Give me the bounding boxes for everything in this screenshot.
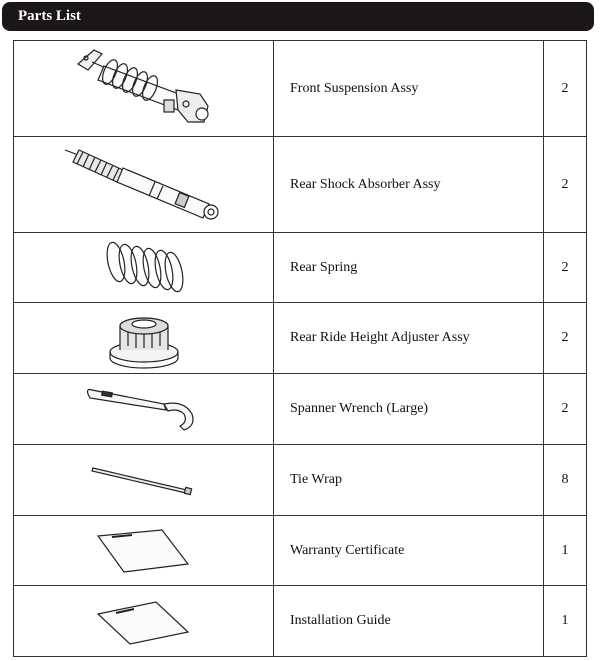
part-qty: 2 [544, 137, 587, 233]
parts-table [13, 40, 587, 657]
table-row [14, 374, 587, 445]
table-row [14, 445, 587, 516]
part-image-cell [14, 516, 274, 586]
part-qty: 1 [544, 516, 587, 586]
part-name: Spanner Wrench (Large) [274, 374, 544, 445]
part-qty: 1 [544, 586, 587, 657]
warranty-certificate-icon [94, 526, 194, 576]
part-name: Rear Ride Height Adjuster Assy [274, 303, 544, 374]
installation-guide-icon [94, 596, 194, 646]
part-image-cell [14, 374, 274, 445]
part-image-cell [14, 41, 274, 137]
rear-shock-absorber-icon [59, 140, 229, 230]
table-row [14, 303, 587, 374]
front-suspension-assy-icon [64, 44, 224, 134]
part-qty: 2 [544, 374, 587, 445]
part-image-cell [14, 303, 274, 374]
parts-list-header [2, 2, 594, 31]
table-row [14, 586, 587, 657]
part-name: Rear Shock Absorber Assy [274, 137, 544, 233]
part-name: Warranty Certificate [274, 516, 544, 586]
table-row [14, 516, 587, 586]
part-qty: 2 [544, 303, 587, 374]
tie-wrap-icon [89, 460, 199, 500]
part-image-cell [14, 233, 274, 303]
ride-height-adjuster-icon [104, 306, 184, 370]
part-qty: 2 [544, 233, 587, 303]
part-image-cell [14, 586, 274, 657]
part-name: Installation Guide [274, 586, 544, 657]
part-image-cell [14, 445, 274, 516]
page-title: Parts List [18, 8, 81, 24]
part-name: Front Suspension Assy [274, 41, 544, 137]
spanner-wrench-icon [84, 384, 204, 434]
part-name: Tie Wrap [274, 445, 544, 516]
table-row [14, 41, 587, 137]
rear-spring-icon [94, 236, 194, 300]
part-image-cell [14, 137, 274, 233]
table-row [14, 233, 587, 303]
part-qty: 2 [544, 41, 587, 137]
table-row [14, 137, 587, 233]
part-qty: 8 [544, 445, 587, 516]
part-name: Rear Spring [274, 233, 544, 303]
